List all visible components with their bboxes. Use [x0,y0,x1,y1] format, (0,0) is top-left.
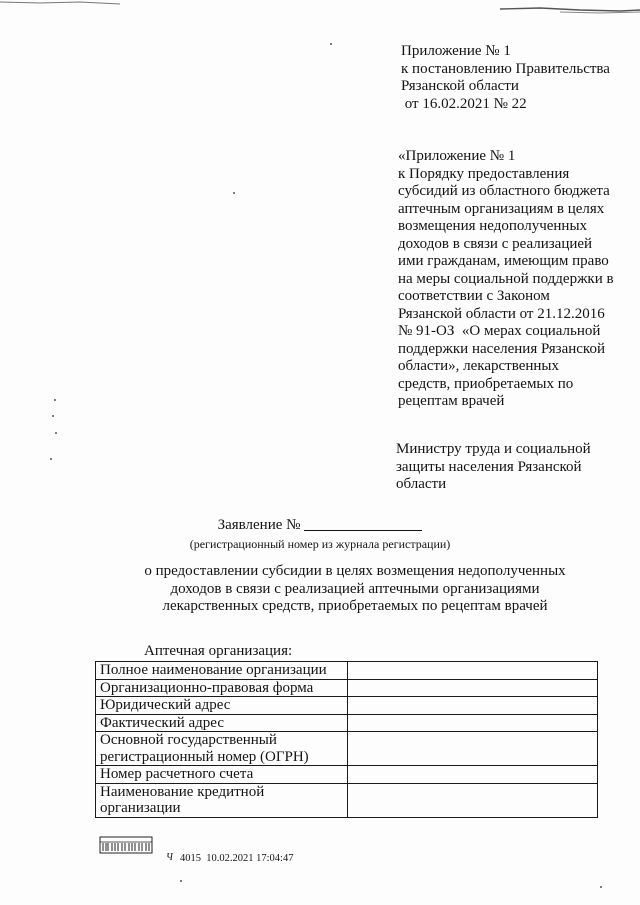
subject-line: доходов в связи с реализацией аптечными организациями [170,580,540,597]
row-label: Полное наименование организации [96,662,348,680]
order-appendix-line: на меры социальной поддержки в [398,270,614,287]
table-row [96,783,598,817]
order-appendix-line: Рязанской области от 21.12.2016 [398,305,605,322]
pharmacy-section-label: Аптечная организация: [144,643,293,659]
scan-speck [233,192,235,194]
pharmacy-details-table [95,661,598,818]
scan-speck [600,886,602,888]
order-appendix-line: субсидий из областного бюджета [398,183,610,199]
row-value-field[interactable] [348,714,598,732]
row-value-field[interactable] [348,662,598,680]
order-appendix-line: «Приложение № 1 [398,148,516,164]
order-appendix-line: средств, приобретаемых по [398,375,574,392]
scan-speck [55,432,57,434]
row-value-field[interactable] [348,766,598,784]
row-label: Основной государственный регистрационный номер (ОГРН) [96,732,348,766]
addressee-line: области [396,476,447,492]
row-label: Фактический адрес [96,714,348,732]
application-title [0,516,640,534]
application-subject [0,563,640,616]
application-title-text: Заявление № [217,517,301,533]
row-value-field[interactable] [348,697,598,715]
row-value-field[interactable] [348,783,598,817]
row-value-field[interactable] [348,732,598,766]
row-label: Организационно-правовая форма [96,679,348,697]
scan-speck [180,880,182,882]
row-label: Юридический адрес [96,697,348,715]
order-appendix-line: области», лекарственных [398,358,560,374]
table-row [96,697,598,715]
barcode-stamp-icon [99,836,153,854]
addressee-line: Министру труда и социальной [396,441,591,457]
table-row [96,662,598,680]
table-row [96,679,598,697]
appendix-header [401,43,610,113]
order-appendix-line: поддержки населения Рязанской [398,340,605,357]
order-appendix-line: № 91-ОЗ «О мерах социальной [398,323,601,339]
table-row [96,714,598,732]
registration-stamp-text: 4015 10.02.2021 17:04:47 [180,853,294,864]
application-number-blank[interactable] [304,516,422,531]
order-appendix-line: к Порядку предоставления [398,165,570,182]
row-label: Номер расчетного счета [96,766,348,784]
scan-speck [54,399,56,401]
order-appendix-line: аптечным организациям в целях [398,200,605,217]
row-label: Наименование кредитной организации [96,783,348,817]
scan-speck [52,415,54,417]
order-appendix-line: возмещения недополученных [398,218,588,234]
order-appendix-line: соответствии с Законом [398,288,550,304]
scan-edge-noise [0,0,640,14]
table-row [96,766,598,784]
order-appendix-line: рецептам врачей [398,393,505,409]
appendix-line: Приложение № 1 [401,43,511,59]
subject-line: лекарственных средств, приобретаемых по рецептам врачей [162,598,548,614]
addressee-block [396,441,591,494]
order-appendix-line: ими гражданам, имеющим право [398,253,609,269]
subject-line: о предоставлении субсидии в целях возмещения недополученных [144,563,566,579]
scan-speck [330,43,332,45]
row-value-field[interactable] [348,679,598,697]
addressee-line: защиты населения Рязанской [396,458,582,475]
footer-mark: Ч [166,852,173,863]
order-appendix-line: доходов в связи с реализацией [398,235,593,252]
appendix-line: к постановлению Правительства [401,60,610,77]
order-appendix-header [398,148,614,411]
appendix-line: от 16.02.2021 № 22 [401,95,527,112]
registration-note: (регистрационный номер из журнала регистрации) [189,537,451,551]
appendix-line: Рязанской области [401,78,519,94]
table-row [96,732,598,766]
scan-speck [50,458,52,460]
